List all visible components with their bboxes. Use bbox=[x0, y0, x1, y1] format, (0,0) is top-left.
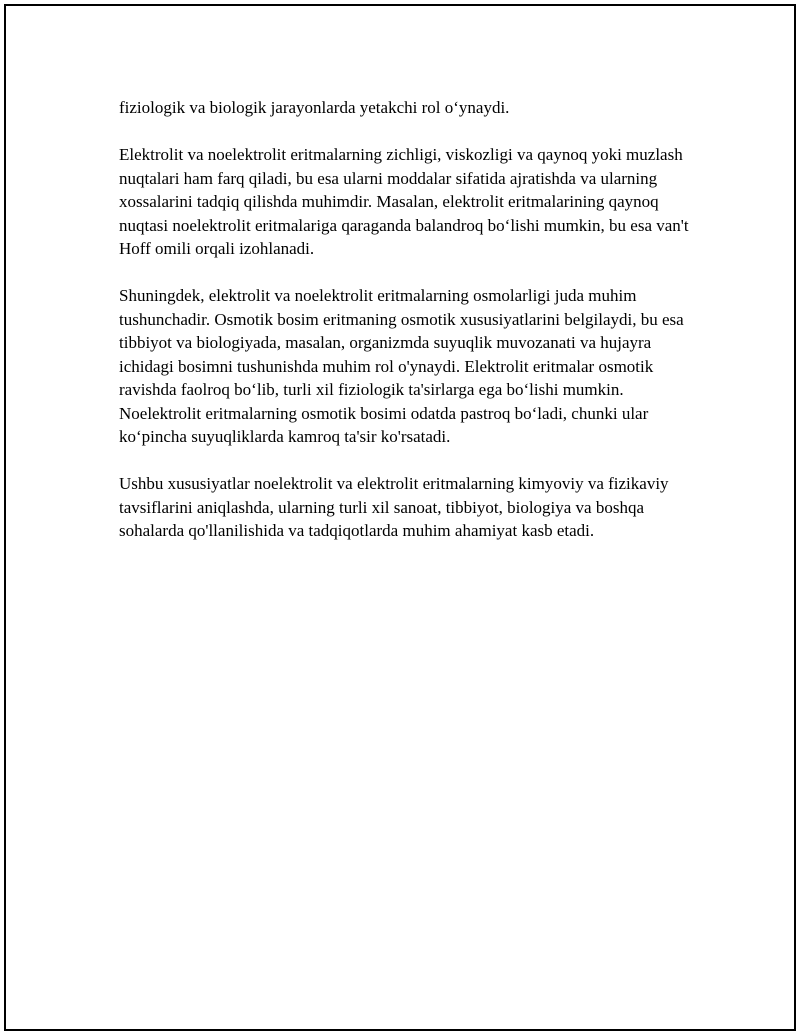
document-body bbox=[119, 96, 704, 543]
paragraph-3: Shuningdek, elektrolit va noelektrolit eritmalarning osmolarligi juda muhim tushunchadir. Osmotik bosim eritmaning osmotik xususiyatlarini belgilaydi, bu esa tibbiyot va biologiyada, masalan, organizmda suyuqlik muvozanati va hujayra ichidagi bosimni tushunishda muhim rol o'ynaydi. Elektrolit eritmalar osmotik ravishda faolroq bo‘lib, turli xil fiziologik ta'sirlarga ega bo‘lishi mumkin. Noelektrolit eritmalarning osmotik bosimi odatda pastroq bo‘ladi, chunki ular ko‘pincha suyuqliklarda kamroq ta'sir ko'rsatadi. bbox=[119, 286, 684, 446]
paragraph-1: fiziologik va biologik jarayonlarda yetakchi rol o‘ynaydi. bbox=[119, 98, 510, 117]
document-page bbox=[4, 4, 796, 1031]
paragraph-4: Ushbu xususiyatlar noelektrolit va elektrolit eritmalarning kimyoviy va fizikaviy tavsiflarini aniqlashda, ularning turli xil sanoat, tibbiyot, biologiya va boshqa sohalarda qo'llanilishida va tadqiqotlarda muhim ahamiyat kasb etadi. bbox=[119, 474, 669, 540]
paragraph-2: Elektrolit va noelektrolit eritmalarning zichligi, viskozligi va qaynoq yoki muzlash nuqtalari ham farq qiladi, bu esa ularni moddalar sifatida ajratishda va ularning xossalarini tadqiq qilishda muhimdir. Masalan, elektrolit eritmalarining qaynoq nuqtasi noelektrolit eritmalariga qaraganda balandroq bo‘lishi mumkin, bu esa van't Hoff omili orqali izohlanadi. bbox=[119, 145, 689, 258]
